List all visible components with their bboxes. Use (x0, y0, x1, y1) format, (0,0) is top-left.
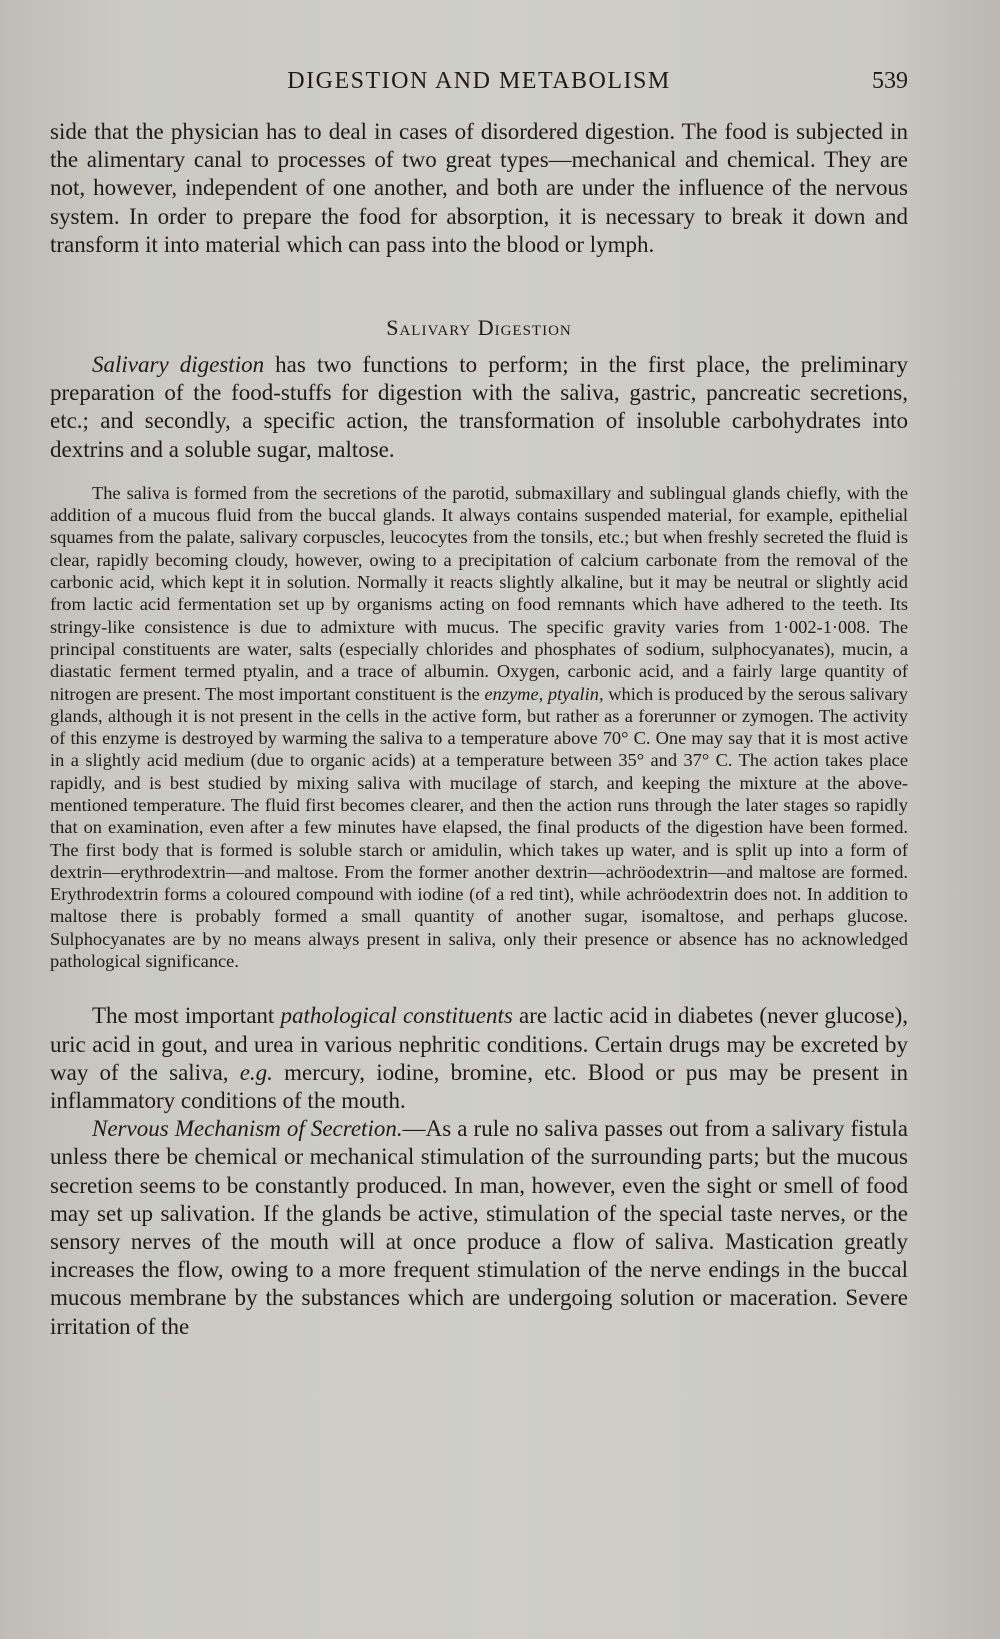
running-head (50, 68, 908, 102)
paragraph-pathological-constituents (50, 1002, 908, 1115)
section-heading: Salivary Digestion (386, 315, 572, 341)
term-nervous-mechanism: Nervous Mechanism of Secretion. (92, 1116, 403, 1142)
pathological-text-b: are lactic acid in diabetes (never glucose), uric acid in gout, and urea in various nephritic conditions. Certain drugs may be excreted by way of the saliva, (50, 1003, 909, 1085)
term-enzyme-ptyalin: enzyme, ptyalin, (484, 683, 604, 704)
pathological-text-c: mercury, iodine, bromine, etc. Blood or pus may be present in inflammatory conditions of the mouth. (50, 1059, 908, 1113)
page-number: 539 (872, 68, 908, 94)
term-salivary-digestion: Salivary digestion (92, 352, 265, 378)
saliva-composition-text-b: which is produced by the serous salivary glands, although it is not present in the cells in the active form, but rather as a forerunner or zymogen. The activity of this enzyme is destroyed by warming the saliva to a temperature above 70° C. One may say that it is most active in a slightly acid medium (due to organic acids) at a temperature between 35° and 37° C. The action takes place rapidly, and is best studied by mixing saliva with mucilage of starch, and keeping the mixture at the above-mentioned temperature. The fluid first becomes clearer, and then the action runs through the later stages so rapidly that on examination, even after a few minutes have elapsed, the final products of the digestion have been formed. The first body that is formed is soluble starch or amidulin, which takes up water, and is split up into a form of dextrin—erythrodextrin—and maltose. From the former another dextrin—achröodextrin—and maltose are formed. Erythrodextrin forms a coloured compound with iodine (of a red tint), while achröodextrin does not. In addition to maltose there is probably formed a small quantity of another sugar, isomaltose, and perhaps glucose. Sulphocyanates are by no means always present in saliva, only their presence or absence has no acknowledged pathological significance. (50, 683, 908, 972)
paragraph-saliva-composition (50, 482, 908, 973)
nervous-mechanism-text: —As a rule no saliva passes out from a salivary fistula unless there be chemical or mechanical stimulation of the surrounding parts; but the mucous secretion seems to be constantly produced. In man, however, even the sight or smell of food may set up salivation. If the glands be active, stimulation of the special taste nerves, or the sensory nerves of the mouth will at once produce a flow of saliva. Mastication greatly increases the flow, owing to a more frequent stimulation of the nerve endings in the buccal mucous membrane by the substances which are undergoing solution or maceration. Severe irritation of the (50, 1116, 908, 1339)
running-title: DIGESTION AND METABOLISM (287, 68, 671, 94)
pathological-text-a: The most important (92, 1003, 281, 1029)
paragraph-salivary-digestion (50, 351, 908, 464)
paragraph-nervous-mechanism (50, 1115, 908, 1341)
term-pathological-constituents: pathological constituents (280, 1003, 513, 1029)
saliva-composition-text-a: The saliva is formed from the secretions of the parotid, submaxillary and sublingual glands chiefly, with the addition of a mucous fluid from the buccal glands. It always contains suspended material, for example, epithelial squames from the palate, salivary corpuscles, leucocytes from the tonsils, etc.; but when freshly secreted the fluid is clear, rapidly becoming cloudy, however, owing to a precipitation of calcium carbonate from the removal of the carbonic acid, which kept it in solution. Normally it reacts slightly alkaline, but it may be neutral or slightly acid from lactic acid fermentation set up by organisms acting on food remnants which have adhered to the teeth. Its stringy-like consistence is due to admixture with mucus. The specific gravity varies from 1·002-1·008. The principal constituents are water, salts (especially chlorides and phosphates of sodium, sulphocyanates), mucin, a diastatic ferment termed ptyalin, and a trace of albumin. Oxygen, carbonic acid, and a fairly large quantity of nitrogen are present. The most important constituent is the (50, 482, 908, 704)
page-body (50, 118, 908, 1341)
paragraph-intro-continuation: side that the physician has to deal in cases of disordered digestion. The food is subjected in the alimentary canal to processes of two great types—mechanical and chemical. They are not, however, independent of one another, and both are under the influence of the nervous system. In order to prepare the food for absorption, it is necessary to break it down and transform it into material which can pass into the blood or lymph. (50, 119, 908, 257)
paragraph-salivary-digestion-text: has two functions to perform; in the first place, the preliminary preparation of the food-stuffs for digestion with the saliva, gastric, pancreatic secretions, etc.; and secondly, a specific action, the transformation of insoluble carbohydrates into dextrins and a soluble sugar, maltose. (50, 352, 908, 462)
term-eg: e.g. (239, 1059, 273, 1085)
